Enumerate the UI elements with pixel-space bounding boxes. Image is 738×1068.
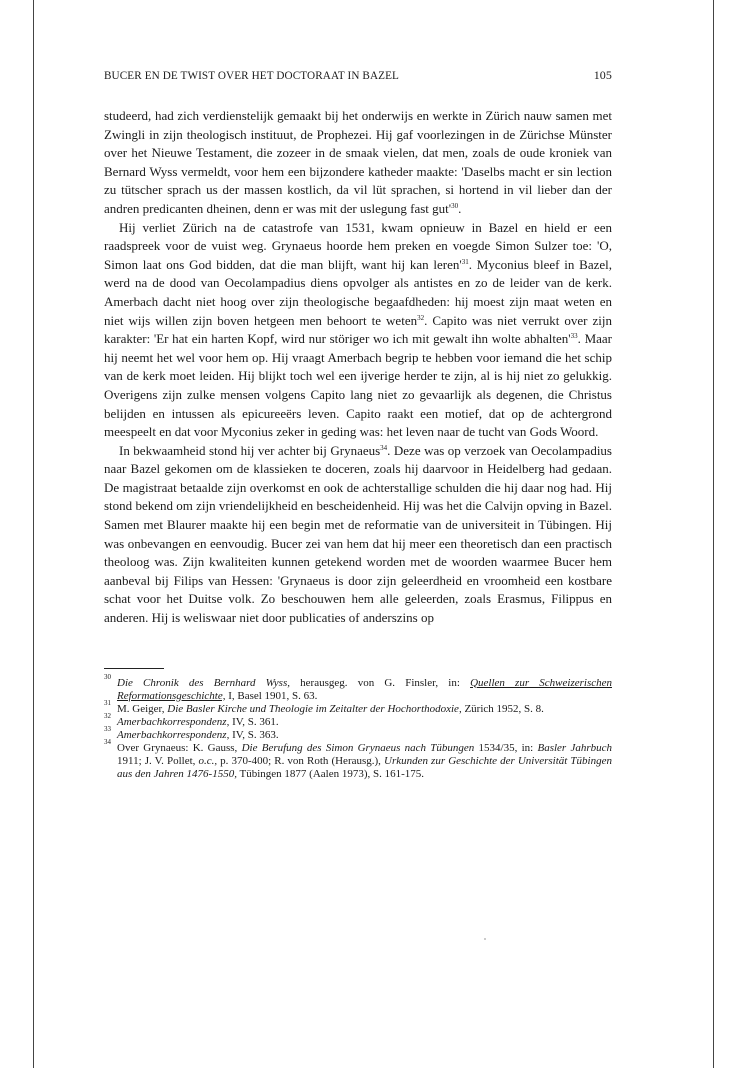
book-page bbox=[104, 68, 612, 781]
text-run: 1911; J. V. Pollet, bbox=[117, 754, 199, 767]
italic-title: Amerbachkorrespondenz, bbox=[117, 715, 230, 728]
footnote-rule bbox=[104, 668, 164, 669]
italic-title: Basler Jahrbuch bbox=[537, 741, 613, 754]
footnotes bbox=[104, 672, 613, 781]
text-run: I, Basel 1901, S. 63. bbox=[225, 689, 318, 702]
paragraph bbox=[104, 442, 612, 628]
paragraph bbox=[104, 219, 612, 442]
italic-title: Die Basler Kirche und Theologie im Zeitalter der Hochorthodoxie, bbox=[167, 702, 462, 715]
text-run: In bekwaamheid stond hij ver achter bij Grynaeus bbox=[119, 442, 381, 458]
text-run: M. Geiger, bbox=[117, 702, 168, 715]
text-run: 1534/35, in: bbox=[474, 741, 538, 754]
italic-title: Die Chronik des Bernhard Wyss, bbox=[117, 676, 290, 689]
footnote-ref: 30 bbox=[451, 201, 459, 210]
footnote: 34 Over Grynaeus: K. Gauss, Die Berufung des Simon Grynaeus nach Tübungen 1534/35, in: Basler Jahrbuch 1911; J. V. Pollet, o.c., p. 370-400; R. von Roth (Herausg.), Urkunden zur Geschichte der Universität Tübingen aus den Jahren 1476-1550, Tübingen 1877 (Aalen 1973), S. 161-175. bbox=[104, 737, 613, 780]
left-scan-border bbox=[33, 0, 34, 1068]
text-run: . Deze was op verzoek van Oecolampadius naar Bazel gekomen om de klassieken te doceren, zoals hij daarvoor in Heidelberg had gedaan. De magistraat betaalde zijn overkomst en ook de achterstallige schulden die hij daar nog had. Hij stond bekend om zijn vriendelijkheid en bescheidenheid. Hij was het die Calvijn opving in Bazel. Samen met Blaurer maakte hij een begin met de reformatie van de universiteit in Tübingen. Hij was onbevangen en eenvoudig. Bucer zei van hem dat hij meer een theoretisch dan een practisch theoloog was. Zijn kwaliteiten kunnen getekend worden met de woorden waarmee Bucer hem aanbeval bij Filips van Hessen: 'Grynaeus is door zijn geleerdheid en vroomheid een kostbare schat voor het Duitse volk. Zo beschouwen hem alle geleerden, zoals Erasmus, Filippus en anderen. Hij is weliswaar niet door publicaties of anderszins op bbox=[104, 442, 612, 626]
footnote: 32 Amerbachkorrespondenz, IV, S. 361. bbox=[104, 711, 279, 728]
underlined-title: Quellen zur Schweizerischen Reformationsgeschichte, bbox=[117, 676, 612, 702]
text-run: . Maar hij neemt het wel voor hem op. Hij vraagt Amerbach begrip te hebben voor iemand die het schip van de kerk moet leiden. Hij blijkt toch wel een ijverige herder te zijn, al is hij niet zo gelukkig. Overigens zijn zulke mensen volgens Capito lang niet zo gevaarlijk als degenen, die Christus belijden en intussen als epicureeërs leven. Capito raakt een motief, dat op de achtergrond meespeelt en dat voor Myconius zeker in geding was: het leven naar de tucht van Gods Woord. bbox=[104, 331, 612, 440]
page-number: 105 bbox=[593, 68, 612, 82]
italic-title: o.c., bbox=[198, 754, 218, 767]
italic-title: Urkunden zur Geschichte der Universität Tübingen aus den Jahren 1476-1550, bbox=[117, 754, 612, 780]
footnote: 31 M. Geiger, Die Basler Kirche und Theologie im Zeitalter der Hochorthodoxie, Zürich 1952, S. 8. bbox=[104, 698, 544, 715]
running-head bbox=[104, 68, 612, 83]
footnote-ref: 33 bbox=[570, 332, 578, 341]
text-run: Zürich 1952, S. 8. bbox=[461, 702, 544, 715]
running-title: BUCER EN DE TWIST OVER HET DOCTORAAT IN BAZEL bbox=[104, 70, 399, 82]
text-run: IV, S. 361. bbox=[229, 715, 279, 728]
italic-title: Amerbachkorrespondenz, bbox=[117, 728, 230, 741]
text-run: IV, S. 363. bbox=[229, 728, 279, 741]
italic-title: Die Berufung des Simon Grynaeus nach Tübungen bbox=[241, 741, 475, 754]
text-run: . bbox=[458, 200, 462, 216]
paragraph bbox=[104, 107, 612, 219]
right-scan-border bbox=[713, 0, 714, 1068]
footnote: 33 Amerbachkorrespondenz, IV, S. 363. bbox=[104, 724, 279, 741]
text-run: p. 370-400; R. von Roth (Herausg.), bbox=[217, 754, 384, 767]
text-run: studeerd, had zich verdienstelijk gemaakt bij het onderwijs en werkte in Zürich nauw samen met Zwingli in zijn theologisch instituut, de Prophezei. Hij gaf voorlezingen in de Zürichse Münster over het Nieuwe Testament, die zozeer in de smaak vielen, dat men, zoals de oude kroniek van Bernard Wyss vermeldt, voor hem een bijzondere katheder maakte: 'Daselbs macht er sin lection zu tütscher sprach us der massen kostlich, da vil lüt sprachen, si hortend in vil lieber dan der andren predicanten dheinen, denn er was mit der uslegung fast gut' bbox=[104, 108, 612, 216]
text-run: Over Grynaeus: K. Gauss, bbox=[117, 741, 242, 754]
text-run: . Capito was niet verrukt over zijn karakter: 'Er hat ein harten Kopf, wird nur störiger wo ich mit gewalt ihn wolte abhalten' bbox=[104, 312, 613, 347]
footnote-ref: 31 bbox=[461, 257, 469, 266]
scan-speck bbox=[484, 938, 486, 940]
text-run: . Myconius bleef in Bazel, werd na de dood van Oecolampadius diens opvolger als antistes en zo de leider van de kerk. Amerbach dacht niet hoog over zijn theologische begaafdheden: hij moest zijn maat weten en niet wijs willen zijn boven hetgeen men behoort te weten bbox=[104, 256, 612, 328]
text-run: Hij verliet Zürich na de catastrofe van 1531, kwam opnieuw in Bazel en hield er een raadspreek voor de vuist weg. Grynaeus hoorde hem preken en voegde Simon Sulzer toe: 'O, Simon laat ons God bidden, dat die man blijft, want hij kan leren' bbox=[104, 219, 612, 272]
body-text bbox=[104, 107, 612, 628]
text-run: herausgeg. von G. Finsler, in: bbox=[290, 676, 471, 689]
footnote-ref: 32 bbox=[417, 313, 425, 322]
footnote: 30 Die Chronik des Bernhard Wyss, herausgeg. von G. Finsler, in: Quellen zur Schweizerischen Reformationsgeschichte, I, Basel 1901, S. 63. bbox=[104, 672, 612, 702]
text-run: Tübingen 1877 (Aalen 1973), S. 161-175. bbox=[236, 767, 425, 780]
footnote-ref: 34 bbox=[380, 443, 388, 452]
